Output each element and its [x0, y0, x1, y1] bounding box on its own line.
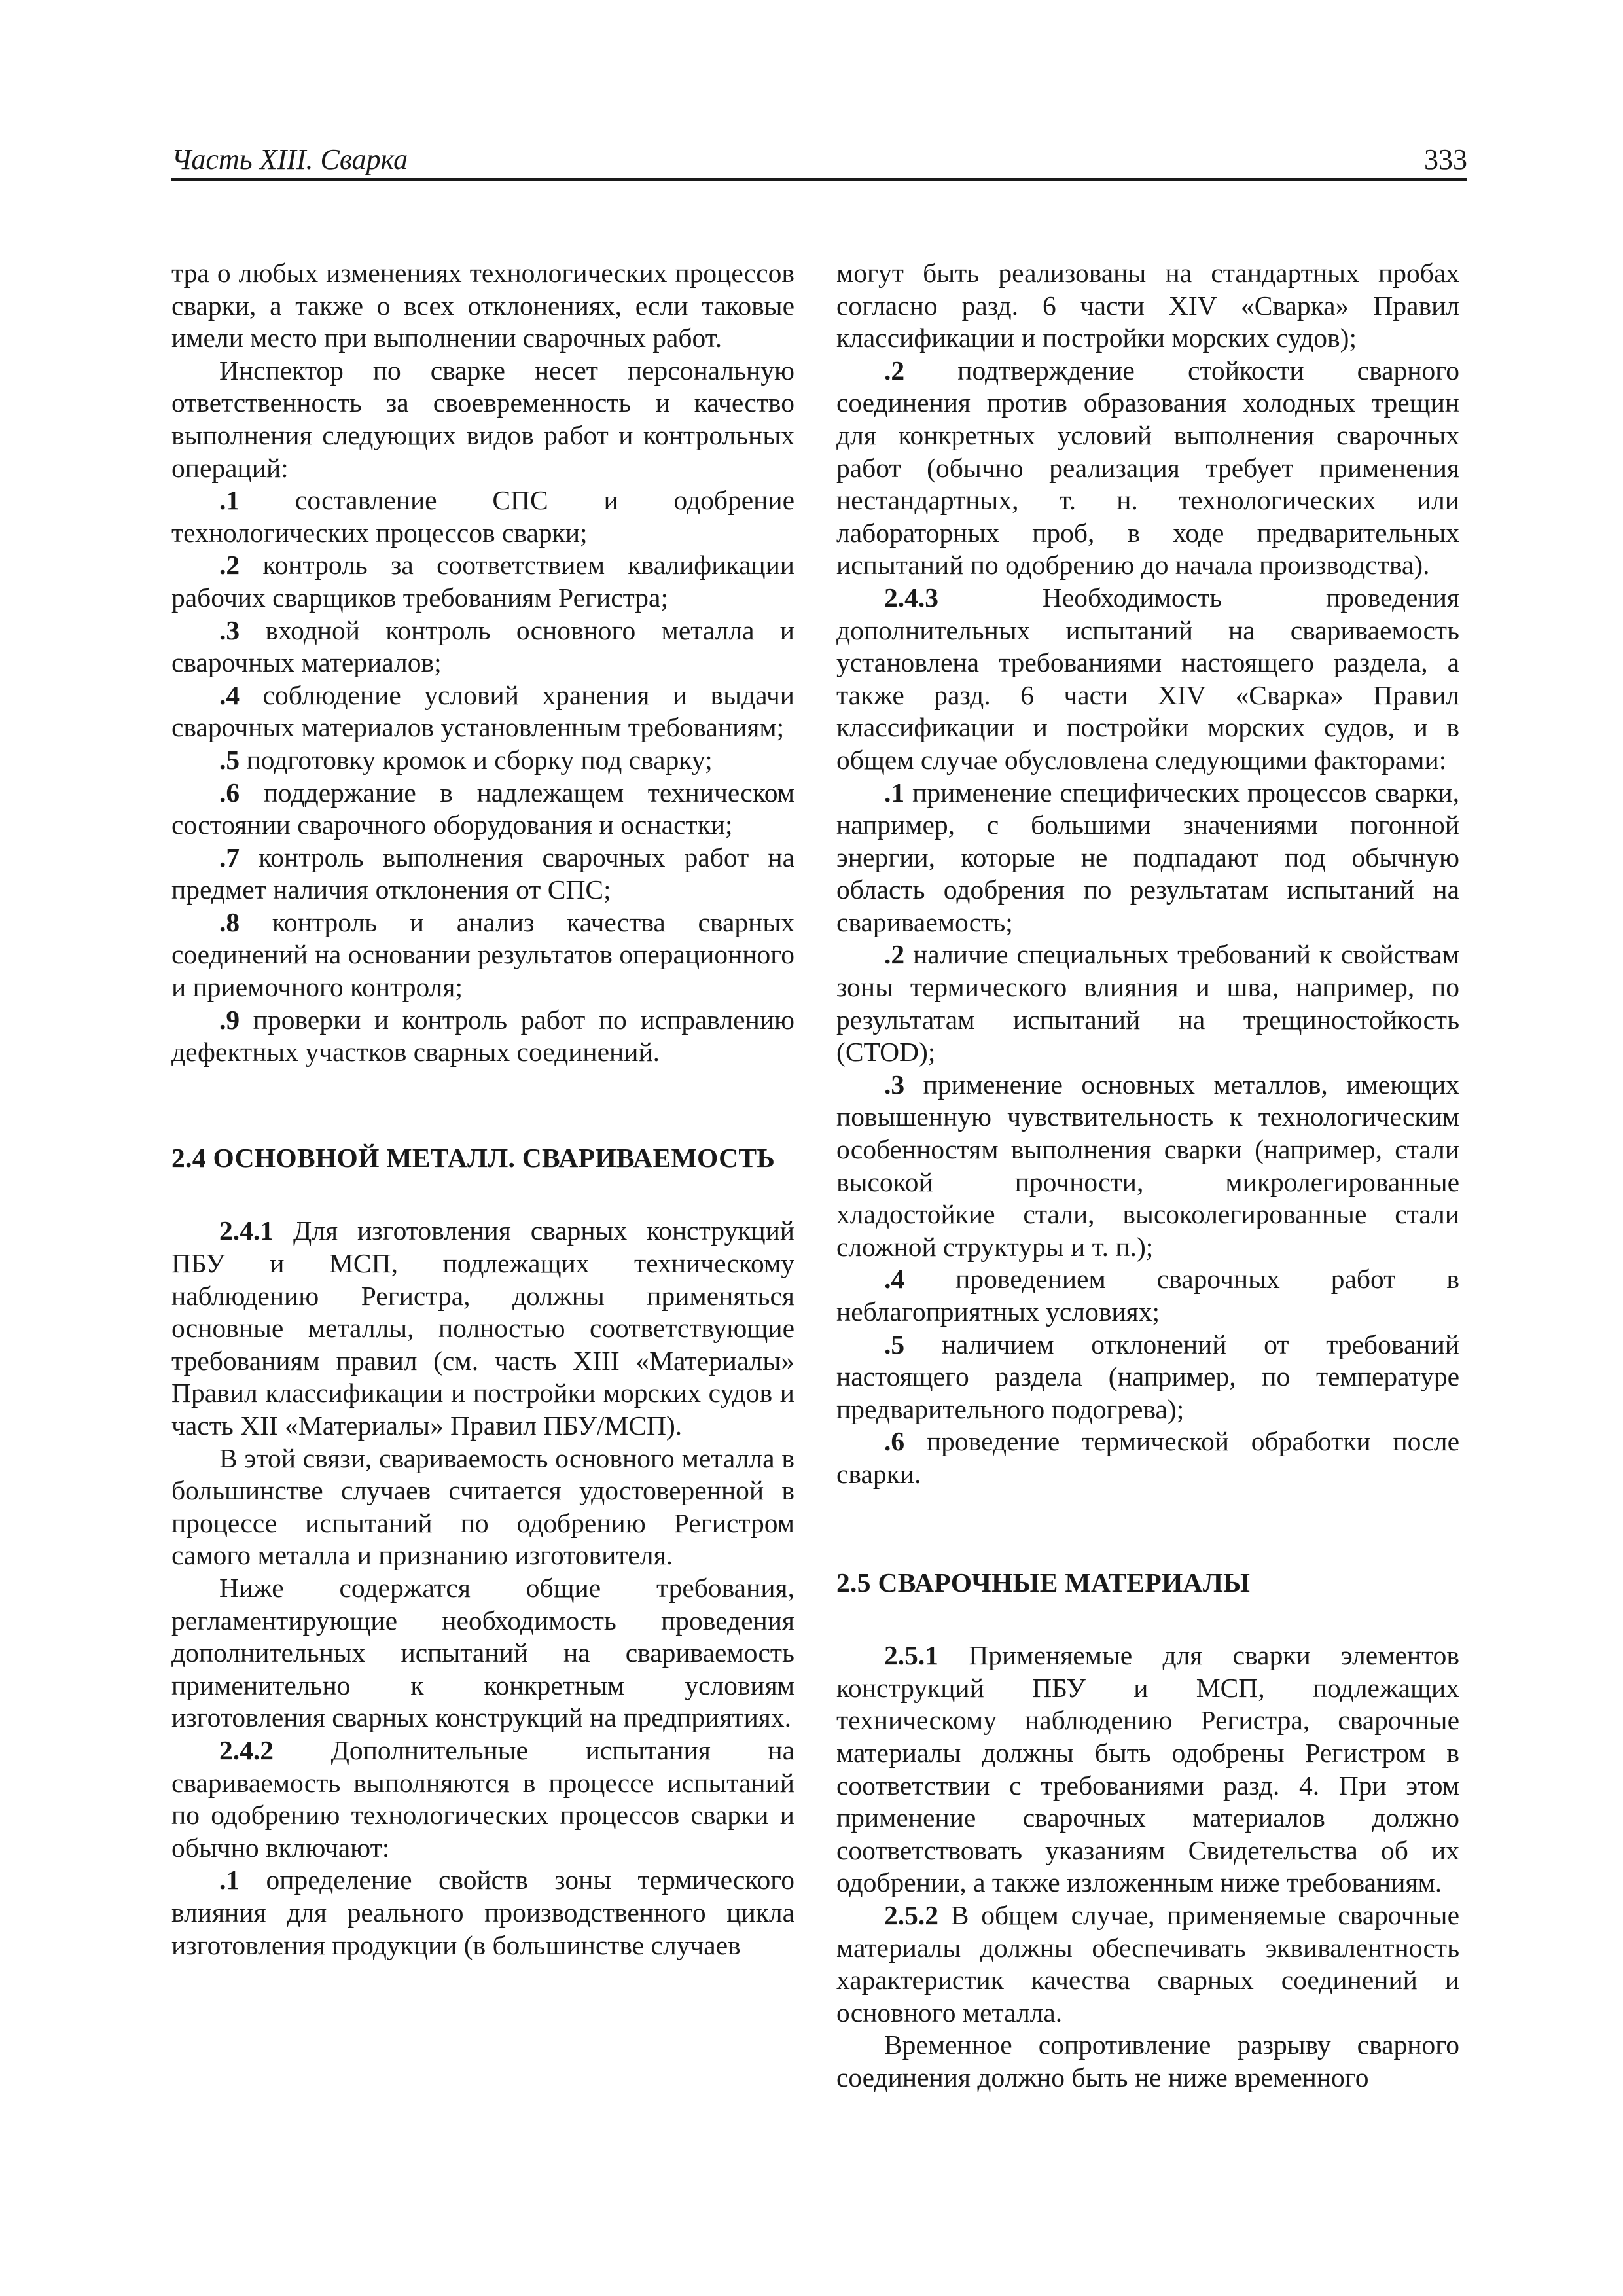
item-text: входной контроль основного металла и сварочных материалов; — [171, 615, 794, 678]
item-text: подготовку кромок и сборку под сварку; — [240, 744, 713, 775]
item-text: проведение термической обработки после сварки. — [836, 1426, 1459, 1489]
paragraph: тра о любых изменениях технологических процессов сварки, а также о всех отклонениях, если таковые имели место при выполнении сварочных работ. — [171, 258, 794, 353]
page-number: 333 — [1424, 143, 1467, 175]
item-number: .5 — [884, 1329, 905, 1359]
item-number: .3 — [219, 615, 240, 645]
item-text: наличием отклонений от требований настоящего раздела (например, по температуре предварительного подогрева); — [836, 1329, 1459, 1424]
item-text: применение основных металлов, имеющих повышенную чувствительность к технологическим особенностям выполнения сварки (например, стали высокой прочности, микролегированные хладостойкие стали, высоколегированные стали сложной структуры и т. п.); — [836, 1069, 1459, 1262]
list-item — [171, 744, 794, 777]
list-item — [171, 842, 794, 906]
list-item — [171, 1004, 794, 1069]
item-number: .5 — [219, 744, 240, 775]
clause-2-5-2 — [836, 1899, 1459, 2029]
item-text: контроль и анализ качества сварных соединений на основании результатов операционного и приемочного контроля; — [171, 906, 794, 1003]
item-text: поддержание в надлежащем техническом состоянии сварочного оборудования и оснастки; — [171, 777, 794, 840]
list-item — [836, 777, 1459, 939]
item-number: .2 — [884, 939, 905, 970]
spacer — [836, 1491, 1459, 1567]
clause-text: Дополнительные испытания на свариваемость выполняются в процессе испытаний по одобрению технологических процессов сварки и обычно включают: — [171, 1734, 794, 1863]
item-text: составление СПС и одобрение технологических процессов сварки; — [171, 485, 794, 548]
spacer — [171, 1069, 794, 1142]
item-number: .1 — [884, 777, 905, 808]
item-text: применение специфических процессов сварки, например, с большими значениями погонной энергии, которые не подпадают под обычную область одобрения по результатам испытаний на свариваемость; — [836, 777, 1459, 937]
clause-text: Применяемые для сварки элементов конструкций ПБУ и МСП, подлежащих техническому наблюдению Регистра, сварочные материалы должны быть одобрены Регистром в соответствии с требованиями разд. 4. При этом применение сварочных материалов должно соответствовать указаниям Свидетельства об их одобрении, а также изложенным ниже требованиям. — [836, 1640, 1459, 1898]
list-item — [171, 1864, 794, 1962]
clause-number: 2.5.2 — [884, 1899, 938, 1930]
item-number: .4 — [884, 1264, 905, 1295]
item-number: .3 — [884, 1069, 905, 1100]
item-number: .8 — [219, 906, 240, 937]
clause-text: В общем случае, применяемые сварочные материалы должны обеспечивать эквивалентность характеристик качества сварных соединений и основного металла. — [836, 1899, 1459, 2028]
item-number: .1 — [219, 485, 240, 516]
running-title: Часть XIII. Сварка — [171, 143, 408, 175]
running-header — [171, 139, 1467, 181]
list-item — [171, 906, 794, 1004]
item-text: определение свойств зоны термического влияния для реального производственного цикла изготовления продукции (в большинстве случаев — [171, 1865, 794, 1960]
item-text: контроль выполнения сварочных работ на предмет наличия отклонения от СПС; — [171, 842, 794, 905]
list-item — [171, 679, 794, 744]
list-item — [171, 549, 794, 614]
list-item — [171, 777, 794, 842]
clause-number: 2.4.1 — [219, 1215, 274, 1246]
right-column — [836, 257, 1459, 2094]
clause-number: 2.4.2 — [219, 1734, 274, 1765]
clause-2-4-3 — [836, 582, 1459, 777]
list-item — [836, 1329, 1459, 1426]
item-number: .1 — [219, 1865, 240, 1895]
paragraph: Ниже содержатся общие требования, регламентирующие необходимость проведения дополнительных испытаний на свариваемость применительно к конкретным условиям изготовления сварных конструкций на предприятиях. — [171, 1572, 794, 1733]
list-item — [171, 615, 794, 679]
clause-text: Необходимость проведения дополнительных испытаний на свариваемость установлена требованиями настоящего раздела, а также разд. 6 части XIV «Сварка» Правил классификации и постройки морских судов, и в общем случае обусловлена следующими факторами: — [836, 582, 1459, 775]
item-text: соблюдение условий хранения и выдачи сварочных материалов установленным требованиям; — [171, 679, 794, 743]
paragraph: Инспектор по сварке несет персональную ответственность за своевременность и качество выполнения следующих видов работ и контрольных операций: — [171, 355, 794, 483]
list-item — [836, 355, 1459, 582]
list-item — [836, 1426, 1459, 1490]
item-text: проверки и контроль работ по исправлению дефектных участков сварных соединений. — [171, 1004, 794, 1067]
list-item — [836, 939, 1459, 1068]
item-text: контроль за соответствием квалификации рабочих сварщиков требованиям Регистра; — [171, 550, 794, 613]
list-item — [171, 484, 794, 549]
clause-number: 2.5.1 — [884, 1640, 938, 1671]
item-number: .6 — [884, 1426, 905, 1457]
item-number: .4 — [219, 679, 240, 710]
list-item — [836, 1069, 1459, 1264]
paragraph: могут быть реализованы на стандартных пробах согласно разд. 6 части XIV «Сварка» Правил классификации и постройки морских судов); — [836, 258, 1459, 353]
item-number: .7 — [219, 842, 240, 872]
spacer — [836, 1599, 1459, 1640]
paragraph: Временное сопротивление разрыву сварного соединения должно быть не ниже временного — [836, 2030, 1459, 2092]
item-number: .2 — [219, 550, 240, 581]
item-number: .6 — [219, 777, 240, 808]
list-item — [836, 1263, 1459, 1328]
clause-text: Для изготовления сварных конструкций ПБУ и МСП, подлежащих техническому наблюдению Регистра, должны применяться основные металлы, полностью соответствующие требованиям правил (см. часть XIII «Материалы» Правил классификации и постройки морских судов и часть XII «Материалы» Правил ПБУ/МСП). — [171, 1215, 794, 1441]
item-text: наличие специальных требований к свойствам зоны термического влияния и шва, например, по результатам испытаний на трещиностойкость (CTOD); — [836, 939, 1459, 1067]
spacer — [171, 1174, 794, 1215]
section-heading-2-5: 2.5 СВАРОЧНЫЕ МАТЕРИАЛЫ — [836, 1567, 1251, 1598]
clause-2-4-2 — [171, 1734, 794, 1864]
clause-2-5-1 — [836, 1640, 1459, 1899]
item-text: подтверждение стойкости сварного соединения против образования холодных трещин для конкретных условий выполнения сварочных работ (обычно реализация требует применения нестандартных, т. н. технологических или лабораторных проб, в ходе предварительных испытаний по одобрению до начала производства). — [836, 355, 1459, 581]
item-text: проведением сварочных работ в неблагоприятных условиях; — [836, 1264, 1459, 1327]
clause-number: 2.4.3 — [884, 582, 938, 613]
left-column — [171, 257, 794, 1962]
paragraph: В этой связи, свариваемость основного металла в большинстве случаев считается удостоверенной в процессе испытаний по одобрению Регистром самого металла и признанию изготовителя. — [171, 1443, 794, 1571]
clause-2-4-1 — [171, 1215, 794, 1442]
section-heading-2-4: 2.4 ОСНОВНОЙ МЕТАЛЛ. СВАРИВАЕМОСТЬ — [171, 1142, 776, 1173]
item-number: .9 — [219, 1004, 240, 1035]
item-number: .2 — [884, 355, 905, 386]
